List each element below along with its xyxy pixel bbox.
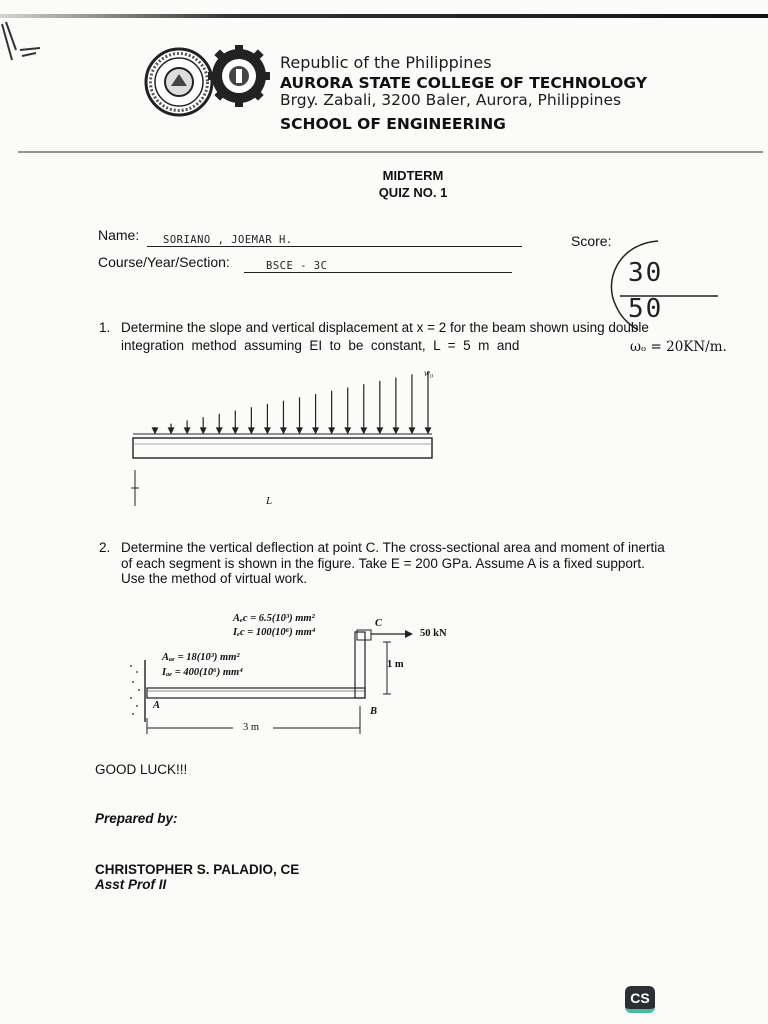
area-ab-label: Aₐₑ = 18(10³) mm² [162, 652, 240, 663]
inertia-ab-label: Iₐₑ = 400(10⁶) mm⁴ [162, 667, 243, 678]
load-arrow-head [265, 428, 270, 433]
point-a-label: A [153, 700, 161, 711]
course-value: BSCE - 3C [266, 260, 328, 272]
question-1-line1: Determine the slope and vertical displacement at x = 2 for the beam shown using double [121, 320, 649, 335]
load-arrow-head [249, 428, 254, 433]
load-arrow-head [297, 428, 302, 433]
score-label: Score: [571, 233, 612, 249]
question-2-number: 2. [99, 540, 111, 555]
course-label: Course/Year/Section: [98, 254, 230, 270]
question-2-line3: Use the method of virtual work. [121, 571, 308, 586]
area-bc-label: Aₑc = 6.5(10³) mm² [233, 613, 315, 624]
institution-address: Brgy. Zabali, 3200 Baler, Aurora, Philippines [280, 91, 622, 109]
load-arrow-head [426, 428, 431, 433]
preparer-title: Asst Prof II [95, 877, 167, 892]
inertia-bc-label: Iₑc = 100(10⁶) mm⁴ [233, 627, 316, 638]
load-arrow-head [361, 428, 366, 433]
preparer-name: CHRISTOPHER S. PALADIO, CE [95, 862, 300, 877]
load-arrow-head [409, 428, 414, 433]
load-arrow-head [233, 428, 238, 433]
question-1-line2: integration method assuming EI to be constant, L = 5 m and [121, 338, 520, 353]
load-label: w₀ [424, 368, 434, 378]
point-b-label: B [370, 706, 378, 717]
score-total: 50 [628, 294, 664, 324]
name-value: SORIANO , JOEMAR H. [163, 234, 293, 246]
span-label: 3 m [243, 722, 260, 733]
course-field [244, 256, 512, 273]
length-label: L [266, 495, 273, 507]
exam-type: MIDTERM [382, 168, 444, 183]
load-arrow-head [377, 428, 382, 433]
question-2-line2: of each segment is shown in the figure. Take E = 200 GPa. Assume A is a fixed support. [121, 556, 645, 571]
header-divider [18, 151, 763, 153]
score-obtained: 30 [628, 258, 664, 288]
load-arrow-head [169, 428, 174, 433]
force-label: 50 kN [420, 628, 447, 639]
load-arrow-head [201, 428, 206, 433]
load-arrow-head [329, 428, 334, 433]
name-label: Name: [98, 227, 140, 243]
country-text: Republic of the Philippines [280, 53, 492, 72]
load-arrow-head [281, 428, 286, 433]
load-arrow-head [217, 428, 222, 433]
load-arrow-head [393, 428, 398, 433]
camscanner-logo: CS [625, 986, 655, 1013]
question-1-number: 1. [99, 320, 111, 335]
closing-text: GOOD LUCK!!! [95, 762, 188, 777]
point-c-label: C [375, 618, 383, 629]
question-1-load-value: ωₒ = 20KN/m. [630, 339, 727, 355]
scan-corner-mark [0, 20, 60, 80]
scan-top-edge [0, 14, 768, 18]
load-arrow-head [313, 428, 318, 433]
load-arrow-head [345, 428, 350, 433]
exam-title: QUIZ NO. 1 [378, 185, 448, 200]
institution-name: AURORA STATE COLLEGE OF TECHNOLOGY [280, 74, 647, 92]
question-2-line1: Determine the vertical deflection at point C. The cross-sectional area and moment of inertia [121, 540, 665, 555]
prepared-by-label: Prepared by: [95, 811, 178, 826]
load-arrow-head [153, 428, 158, 433]
height-label: 1 m [387, 659, 404, 670]
load-arrow-head [185, 428, 190, 433]
name-field [147, 230, 522, 247]
beam-figure-1 [125, 360, 445, 520]
college-seal-icon [143, 46, 215, 118]
gear-seal-icon [208, 45, 270, 107]
school-name: SCHOOL OF ENGINEERING [280, 115, 506, 133]
